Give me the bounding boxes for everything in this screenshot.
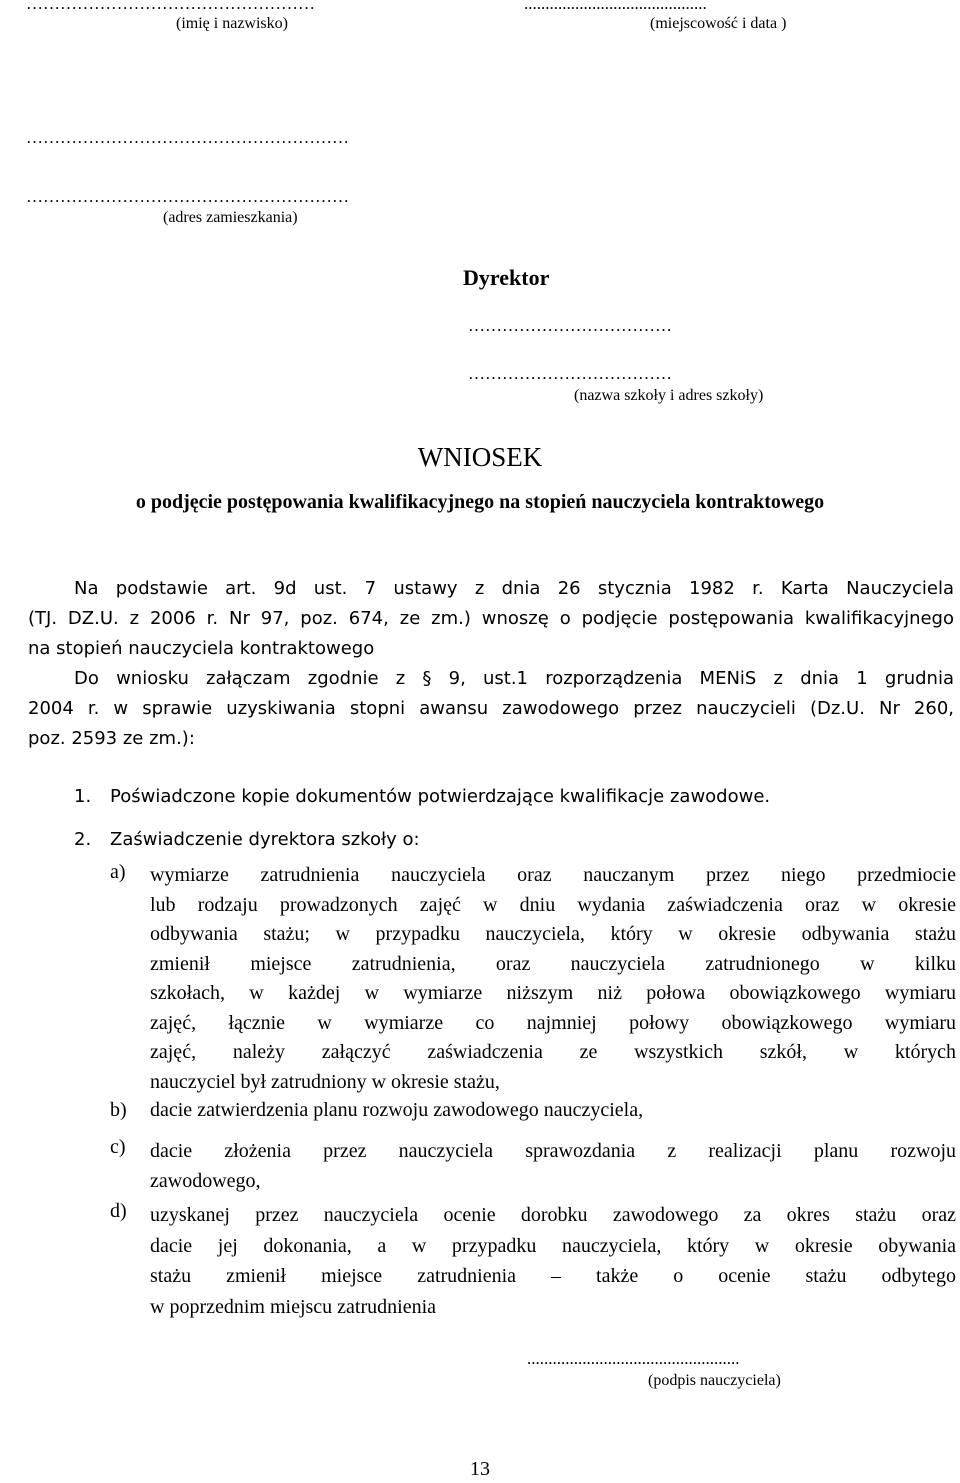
place-caption: (miejscowość i data ) bbox=[650, 15, 787, 32]
list-item-2-number: 2. bbox=[74, 829, 92, 850]
d-line: stażu zmienił miejsce zatrudnienia – także o ocenie stażu odbytego bbox=[150, 1265, 956, 1287]
name-caption: (imię i nazwisko) bbox=[176, 15, 288, 32]
d-line: w poprzednim miejscu zatrudnienia bbox=[150, 1295, 437, 1318]
intro-line-4: Do wniosku załączam zgodnie z § 9, ust.1 rozporządzenia MENiS z dnia 1 grudnia bbox=[74, 668, 954, 689]
document-subtitle: o podjęcie postępowania kwalifikacyjnego na stopień nauczyciela kontraktowego bbox=[135, 491, 825, 513]
recipient-title: Dyrektor bbox=[463, 265, 550, 290]
page-number: 13 bbox=[470, 1458, 490, 1480]
subitem-b-text: dacie zatwierdzenia planu rozwoju zawodowego nauczyciela, bbox=[150, 1099, 644, 1121]
document-title: WNIOSEK bbox=[417, 442, 543, 472]
c-line: zawodowego, bbox=[150, 1170, 261, 1192]
a-line: zajęć, łącznie w wymiarze co najmniej połowy obowiązkowego wymiaru bbox=[150, 1011, 956, 1034]
signature-dots: .................................................. bbox=[527, 1349, 740, 1368]
recipient-dots-2: ……………………………… bbox=[468, 364, 672, 383]
a-line: zmienił miejsce zatrudnienia, oraz nauczyciela zatrudnionego w kilku bbox=[150, 952, 956, 975]
address-caption: (adres zamieszkania) bbox=[163, 209, 298, 226]
a-line: odbywania stażu; w przypadku nauczyciela, który w okresie odbywania stażu bbox=[150, 923, 956, 945]
subitem-d-text bbox=[150, 1200, 956, 1322]
name-dots: …………………………………………… bbox=[26, 0, 315, 13]
address-line-1: ………………………………………………… bbox=[26, 128, 349, 147]
a-line: wymiarze zatrudnienia nauczyciela oraz nauczanym przez niego przedmiocie bbox=[150, 864, 956, 886]
intro-line-6: poz. 2593 ze zm.): bbox=[28, 728, 195, 749]
subitem-a-label: a) bbox=[110, 861, 126, 883]
recipient-dots-1: ……………………………… bbox=[468, 316, 672, 335]
d-line: dacie jej dokonania, a w przypadku nauczyciela, który w okresie obywania bbox=[150, 1234, 956, 1257]
a-line: lub rodzaju prowadzonych zajęć w dniu wydania zaświadczenia oraz w okresie bbox=[150, 893, 956, 916]
place-dots: ........................................... bbox=[524, 0, 707, 13]
intro-line-2: (TJ. DZ.U. z 2006 r. Nr 97, poz. 674, ze zm.) wnoszę o podjęcie postępowania kwalifikacyjnego bbox=[28, 608, 954, 629]
list-item-1-number: 1. bbox=[74, 786, 92, 807]
intro-line-3: na stopień nauczyciela kontraktowego bbox=[28, 638, 375, 659]
d-line: uzyskanej przez nauczyciela ocenie dorobku zawodowego za okres stażu oraz bbox=[150, 1204, 956, 1226]
recipient-caption: (nazwa szkoły i adres szkoły) bbox=[574, 387, 764, 404]
subitem-a-text bbox=[150, 861, 956, 1097]
a-line: szkołach, w każdej w wymiarze niższym niż połowa obowiązkowego wymiaru bbox=[150, 982, 956, 1004]
address-line-2: ………………………………………………… bbox=[26, 187, 349, 206]
a-line: zajęć, należy załączyć zaświadczenia ze wszystkich szkół, w których bbox=[150, 1041, 956, 1063]
subitem-d-label: d) bbox=[110, 1200, 127, 1222]
c-line: dacie złożenia przez nauczyciela sprawozdania z realizacji planu rozwoju bbox=[150, 1140, 956, 1162]
subitem-b-label: b) bbox=[110, 1099, 127, 1121]
subitem-c-label: c) bbox=[110, 1136, 126, 1158]
a-line: nauczyciel był zatrudniony w okresie stażu, bbox=[150, 1070, 500, 1093]
subitem-c-text bbox=[150, 1136, 956, 1196]
list-item-2-text: Zaświadczenie dyrektora szkoły o: bbox=[110, 829, 420, 850]
signature-caption: (podpis nauczyciela) bbox=[648, 1372, 781, 1389]
intro-line-1: Na podstawie art. 9d ust. 7 ustawy z dnia 26 stycznia 1982 r. Karta Nauczyciela bbox=[74, 578, 954, 599]
intro-line-5: 2004 r. w sprawie uzyskiwania stopni awansu zawodowego przez nauczycieli (Dz.U. Nr 260, bbox=[28, 698, 954, 719]
list-item-1-text: Poświadczone kopie dokumentów potwierdzające kwalifikacje zawodowe. bbox=[110, 786, 771, 807]
